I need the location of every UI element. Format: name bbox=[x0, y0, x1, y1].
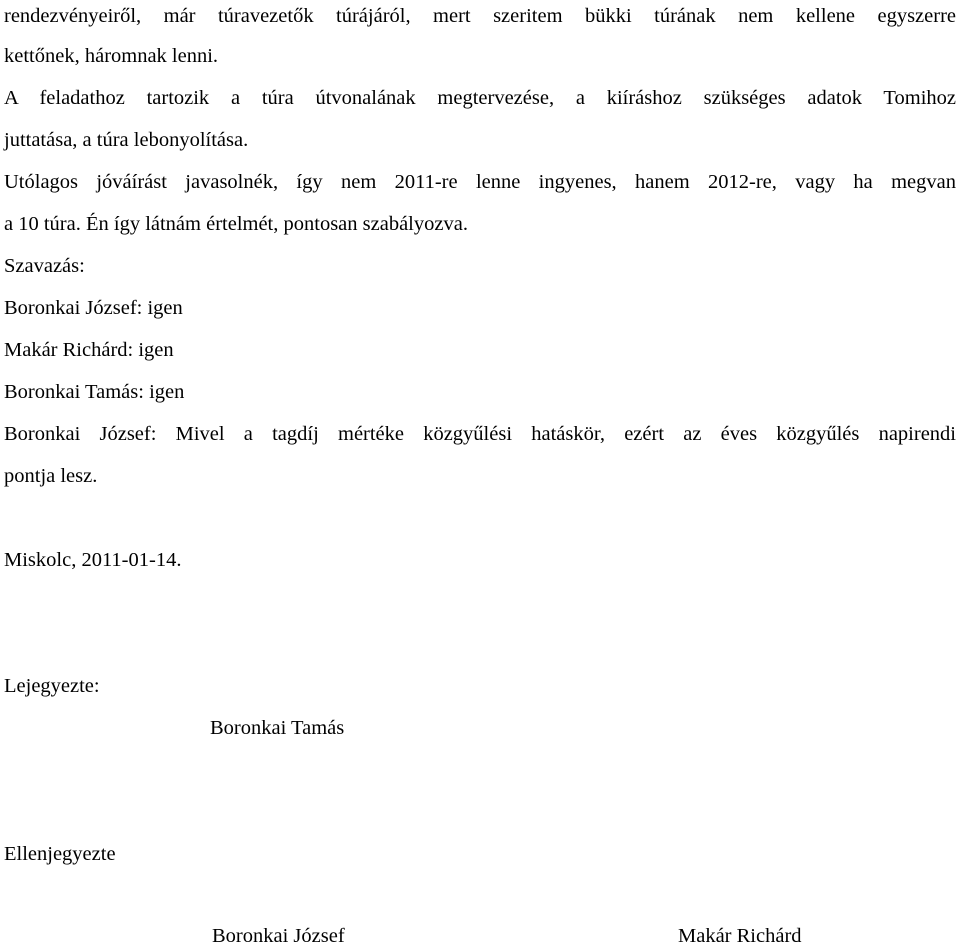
countersigner-name-2: Makár Richárd bbox=[678, 925, 802, 947]
vote-entry: Boronkai Tamás: igen bbox=[4, 381, 185, 403]
countersigner-name-1: Boronkai József bbox=[212, 925, 345, 947]
recorded-by-name: Boronkai Tamás bbox=[210, 717, 345, 739]
vote-entry: Boronkai József: igen bbox=[4, 297, 183, 319]
statement-line-1: Boronkai József: Mivel a tagdíj mértéke közgyűlési hatáskör, ezért az éves közgyűlés napirendi bbox=[4, 423, 956, 445]
paragraph-1-line-1: rendezvényeiről, már túravezetők túrájáról, mert szeritem bükki túrának nem kellene egyszerre bbox=[4, 5, 956, 27]
voting-heading: Szavazás: bbox=[4, 255, 85, 277]
paragraph-2-line-1: A feladathoz tartozik a túra útvonalának megtervezése, a kiíráshoz szükséges adatok Tomihoz bbox=[4, 87, 956, 109]
statement-line-2: pontja lesz. bbox=[4, 465, 98, 487]
paragraph-2-line-2: juttatása, a túra lebonyolítása. bbox=[4, 129, 249, 151]
countersigned-label: Ellenjegyezte bbox=[4, 843, 116, 865]
paragraph-3-line-2: a 10 túra. Én így látnám értelmét, pontosan szabályozva. bbox=[4, 213, 468, 235]
paragraph-3-line-1: Utólagos jóváírást javasolnék, így nem 2011-re lenne ingyenes, hanem 2012-re, vagy ha megvan bbox=[4, 171, 956, 193]
recorded-by-label: Lejegyezte: bbox=[4, 675, 100, 697]
place-date: Miskolc, 2011-01-14. bbox=[4, 549, 182, 571]
vote-entry: Makár Richárd: igen bbox=[4, 339, 174, 361]
paragraph-1-line-2: kettőnek, háromnak lenni. bbox=[4, 45, 219, 67]
